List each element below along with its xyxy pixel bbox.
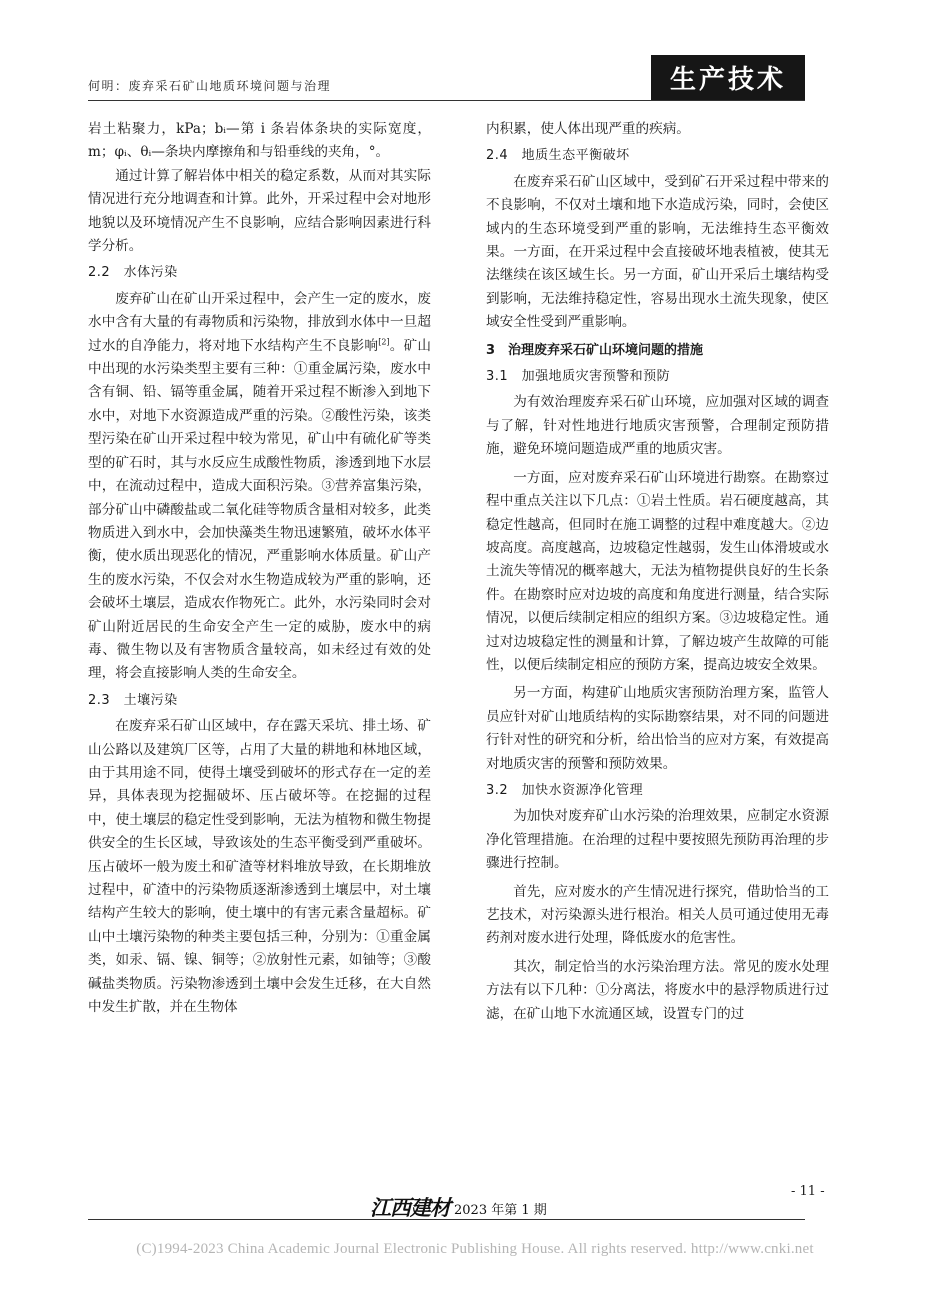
copyright-watermark: (C)1994-2023 China Academic Journal Electronic Publishing House. All rights reserved. http://www.cnki.net (136, 1241, 814, 1257)
citation-ref: [2] (378, 337, 390, 347)
section-heading: 2.2 水体污染 (88, 265, 178, 281)
footer-rule (88, 1219, 805, 1220)
paragraph: 在废弃采石矿山区域中，受到矿石开采过程中带来的不良影响，不仅对土壤和地下水造成污染，同时，会使区域内的生态环境受到严重的影响，无法维持生态平衡效果。一方面，在开采过程中会直接破坏地表植被，使其无法继续在该区域生长。另一方面，矿山开采后土壤结构受到影响，无法维持稳定性，容易出现水土流失现象，使区域安全性受到严重影响。 (486, 173, 829, 331)
running-head: 何明：废弃采石矿山地质环境问题与治理 (88, 79, 332, 93)
paragraph: 为有效治理废弃采石矿山环境，应加强对区域的调查与了解，针对性地进行地质灾害预警，合理制定预防措施，避免环境问题造成严重的地质灾害。 (486, 394, 829, 458)
section-heading: 3.1 加强地质灾害预警和预防 (486, 369, 671, 385)
journal-issue: 2023 年第 1 期 (454, 1203, 547, 1218)
paragraph: 通过计算了解岩体中相关的稳定系数，从而对其实际情况进行充分地调查和计算。此外，开采过程中会对地形地貌以及环境情况产生不良影响，应结合影响因素进行科学分析。 (88, 167, 431, 255)
paragraph: 另一方面，构建矿山地质灾害预防治理方案，监管人员应针对矿山地质结构的实际勘察结果，对不同的问题进行针对性的研究和分析，给出恰当的应对方案，有效提高对地质灾害的预警和预防效果。 (486, 685, 829, 772)
section-heading-major: 3 治理废弃采石矿山环境问题的措施 (486, 342, 704, 358)
section-heading: 3.2 加快水资源净化管理 (486, 782, 644, 798)
paragraph-text: 。矿山中出现的水污染类型主要有三种：①重金属污染，废水中含有铜、铅、镉等重金属，随着开采过程不断渗入到地下水中，对地下水资源造成严重的污染。②酸性污染，该类型污染在矿山开采过程中较为常见，矿山中有硫化矿等类型的矿石时，其与水反应生成酸性物质，渗透到地下水层中，在流动过程中，造成大面积污染。③营养富集污染，部分矿山中磷酸盐或二氧化硅等物质含量相对较多，此类物质进入到水中，会加快藻类生物迅速繁殖，破坏水体平衡，使水质出现恶化的情况，严重影响水体质量。矿山产生的废水污染，不仅会对水生物造成较为严重的影响，还会破坏土壤层，造成农作物死亡。此外，水污染同时会对矿山附近居民的生命安全产生一定的威胁，废水中的病毒、微生物以及有害物质含量较高，如未经过有效的处理，将会直接影响人类的生命安全。 (88, 337, 432, 682)
right-column (486, 118, 829, 1026)
section-tag: 生产技术 (651, 55, 805, 100)
paragraph-text: 废弃矿山在矿山开采过程中，会产生一定的废水，废水中含有大量的有毒物质和污染物，排放到水体中一旦超过水的自净能力，将对地下水结构产生不良影响 (88, 290, 431, 354)
section-heading: 2.3 土壤污染 (88, 692, 178, 708)
paragraph: 一方面，应对废弃采石矿山环境进行勘察。在勘察过程中重点关注以下几点：①岩土性质。岩石硬度越高，其稳定性越高，但同时在施工调整的过程中难度越大。②边坡高度。高度越高，边坡稳定性越弱，发生山体滑坡或水土流失等情况的概率越大，无法为植物提供良好的生长条件。在勘察时应对边坡的高度和角度进行测量，结合实际情况，以便后续制定相应的组织方案。③边坡稳定性。通过对边坡稳定性的测量和计算，了解边坡产生故障的可能性，以便后续制定相应的预防方案，提高边坡安全效果。 (486, 469, 829, 673)
paragraph: 其次，制定恰当的水污染治理方法。常见的废水处理方法有以下几种：①分离法，将废水中的悬浮物质进行过滤，在矿山地下水流通区域，设置专门的过 (486, 958, 829, 1022)
journal-logo: 江西建材 (370, 1195, 450, 1220)
paragraph: 首先，应对废水的产生情况进行探究，借助恰当的工艺技术，对污染源头进行根治。相关人员可通过使用无毒药剂对废水进行处理，降低废水的危害性。 (486, 883, 829, 947)
paragraph: 为加快对废弃矿山水污染的治理效果，应制定水资源净化管理措施。在治理的过程中要按照先预防再治理的步骤进行控制。 (486, 808, 829, 872)
paragraph: 内积累，使人体出现严重的疾病。 (486, 121, 690, 137)
paragraph (88, 288, 431, 686)
journal-footer (370, 1196, 547, 1220)
paragraph: 在废弃采石矿山区域中，存在露天采坑、排土场、矿山公路以及建筑厂区等，占用了大量的耕地和林地区域，由于其用途不同，使得土壤受到破坏的形式存在一定的差异，具体表现为挖掘破坏、压占破坏等。在挖掘的过程中，使土壤层的稳定性受到影响，无法为植物和微生物提供安全的生长区域，导致该处的生态平衡受到严重破坏。压占破坏一般为废土和矿渣等材料堆放导致，在长期堆放过程中，矿渣中的污染物质逐渐渗透到土壤层中，对土壤结构产生较大的影响，使土壤中的有害元素含量超标。矿山中土壤污染物的种类主要包括三种，分别为：①重金属类，如汞、镉、镍、铜等；②放射性元素，如铀等；③酸碱盐类物质。污染物渗透到土壤中会发生迁移，在大自然中发生扩散，并在生物体 (88, 718, 431, 1016)
section-heading: 2.4 地质生态平衡破坏 (486, 148, 630, 164)
left-column (88, 118, 431, 1019)
header-rule (88, 100, 805, 101)
page-number: - 11 - (791, 1184, 825, 1199)
paragraph: 岩土粘聚力，kPa；bᵢ—第 i 条岩体条块的实际宽度，m；φᵢ、θᵢ—条块内摩擦角和与铅垂线的夹角，°。 (88, 121, 431, 161)
